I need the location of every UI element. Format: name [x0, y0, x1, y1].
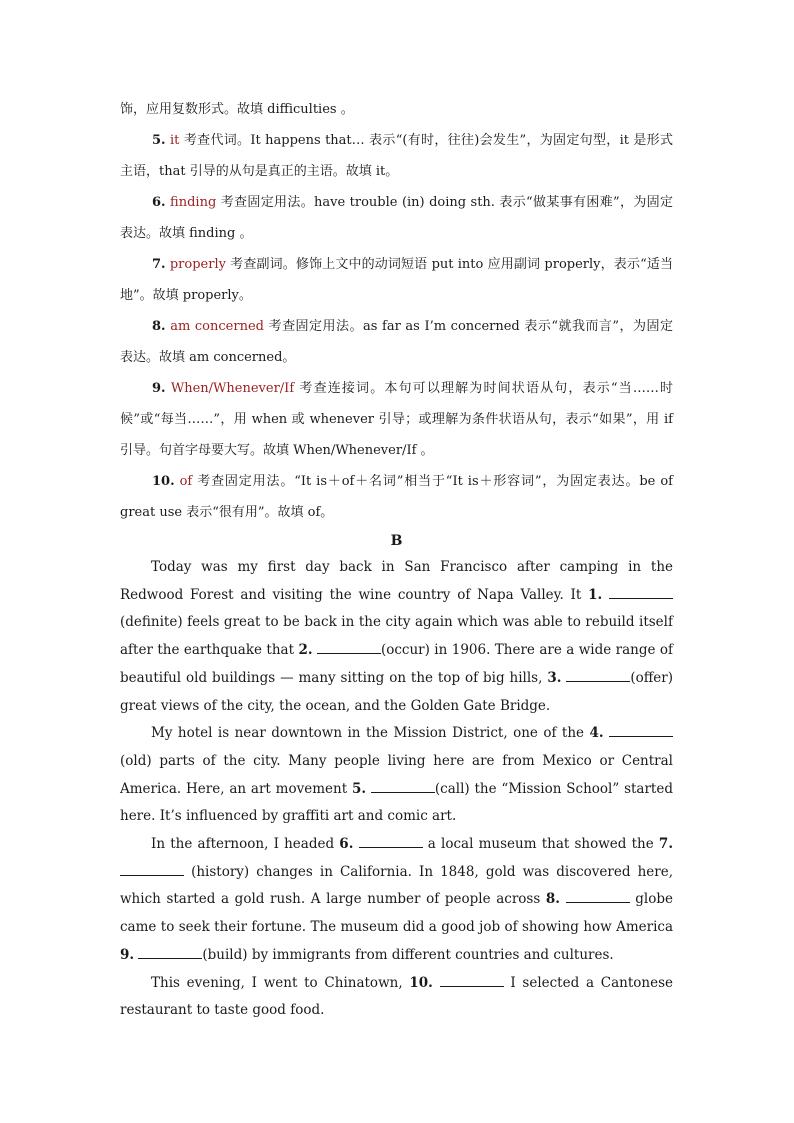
- answer-blank[interactable]: [317, 641, 381, 654]
- blank-hint: (occur): [380, 642, 430, 659]
- passage-paragraph-2: [120, 720, 673, 831]
- passage-paragraph-4: [120, 970, 673, 1025]
- answer-blank[interactable]: [120, 863, 184, 876]
- passage-text: by immigrants from different countries and cultures.: [247, 946, 614, 963]
- answer-blank[interactable]: [359, 835, 423, 848]
- passage-paragraph-3: [120, 831, 673, 970]
- answer-item-8: [120, 311, 673, 373]
- passage-text: globe came to seek their fortune. The museum did a good job of showing how America: [120, 891, 673, 936]
- answer-item-10: [120, 466, 673, 528]
- blank-hint: (history): [191, 863, 250, 880]
- answer-explanation: 考查代词。It happens that… 表示“(有时，往往)会发生”，为固定句型，it 是形式主语，that 引导的从句是真正的主语。故填 it。: [120, 133, 673, 179]
- blank-number: 10.: [409, 974, 433, 991]
- answer-explanation: 考查连接词。本句可以理解为时间状语从句，表示“当……时候”或“每当……”，用 when 或 whenever 引导；或理解为条件状语从句，表示“如果”，用 if 引导。句首字母要大写。故填 When/Whenever/If 。: [120, 381, 673, 458]
- answer-number: 8.: [152, 319, 166, 334]
- answer-key: When/Whenever/If: [170, 381, 295, 396]
- blank-number: 5.: [351, 780, 367, 797]
- blank-hint: (offer): [630, 669, 674, 686]
- passage-text: in 1906. There are a wide range of beautiful old buildings — many sitting on the top of big hills,: [120, 642, 673, 686]
- answer-blank[interactable]: [371, 780, 435, 793]
- passage-text: This evening, I went to Chinatown,: [151, 974, 410, 991]
- passage-text: parts of the city. Many people living here are from Mexico or Central America. Here, an art movement: [120, 752, 673, 797]
- blank-number: 2.: [298, 642, 313, 659]
- blank-number: 3.: [547, 669, 562, 686]
- answer-intro-line: 饰，应用复数形式。故填 difficulties 。: [120, 102, 354, 117]
- answer-key: of: [179, 474, 193, 489]
- answer-item-6: [120, 187, 673, 249]
- blank-number: 7.: [658, 836, 674, 853]
- passage-text: a local museum that showed the: [422, 836, 659, 853]
- blank-number: 4.: [589, 725, 604, 742]
- answer-number: 7.: [152, 257, 166, 272]
- answer-explanation: 考查固定用法。have trouble (in) doing sth. 表示“做某事有困难”，为固定表达。故填 finding 。: [120, 195, 673, 241]
- blank-number: 6.: [339, 836, 354, 853]
- passage-text: My hotel is near downtown in the Mission District, one of the: [151, 725, 590, 742]
- passage-text: In the afternoon, I headed: [151, 836, 340, 853]
- answer-key: finding: [170, 195, 217, 210]
- answer-number: 6.: [152, 195, 166, 210]
- blank-number: 8.: [545, 891, 560, 908]
- passage-text: the “Mission School” started here. It’s influenced by graffiti art and comic art.: [120, 780, 673, 825]
- answer-blank[interactable]: [138, 946, 202, 959]
- answer-explanation: 考查固定用法。“It is＋of＋名词”相当于“It is＋形容词”，为固定表达。be of great use 表示“很有用”。故填 of。: [120, 474, 673, 520]
- blank-hint: (build): [202, 946, 248, 963]
- blank-number: 1.: [588, 586, 603, 603]
- blank-hint: (definite): [120, 614, 183, 631]
- blank-hint: (old): [120, 752, 152, 769]
- answer-item-5: [120, 125, 673, 187]
- answer-key: am concerned: [170, 319, 264, 334]
- blank-hint: (call): [434, 780, 470, 797]
- answer-blank[interactable]: [609, 586, 673, 599]
- answer-number: 9.: [152, 381, 166, 396]
- answer-item-7: [120, 249, 673, 311]
- answer-key: it: [170, 133, 180, 148]
- answer-item-9: [120, 373, 673, 466]
- section-heading: B: [390, 533, 403, 549]
- passage-text: Today was my first day back in San Francisco after camping in the Redwood Forest and visiting the wine country of Napa Valley. It: [120, 559, 673, 603]
- answer-blank[interactable]: [566, 890, 630, 903]
- answer-explanation: 考查副词。修饰上文中的动词短语 put into 应用副词 properly，表示“适当地”。故填 properly。: [120, 257, 673, 303]
- passage-text: great views of the city, the ocean, and the Golden Gate Bridge.: [120, 697, 551, 714]
- answer-blank[interactable]: [566, 669, 630, 682]
- answer-blank[interactable]: [440, 974, 504, 987]
- answer-number: 5.: [152, 133, 166, 148]
- answer-number: 10.: [152, 474, 175, 489]
- answer-key: properly: [169, 257, 226, 272]
- passage-text: feels great to be back in the city again which was able to rebuild itself after the earthquake that: [120, 614, 673, 659]
- passage-text: I selected a Cantonese restaurant to taste good food.: [120, 974, 673, 1019]
- passage-paragraph-1: [120, 554, 673, 720]
- answer-explanation: 考查固定用法。as far as I’m concerned 表示“就我而言”，为固定表达。故填 am concerned。: [120, 319, 673, 365]
- document-page: [120, 94, 673, 1025]
- passage-text: changes in California. In 1848, gold was discovered here, which started a gold rush. A large number of people across: [120, 863, 673, 908]
- blank-number: 9.: [120, 946, 135, 963]
- answer-blank[interactable]: [609, 724, 673, 737]
